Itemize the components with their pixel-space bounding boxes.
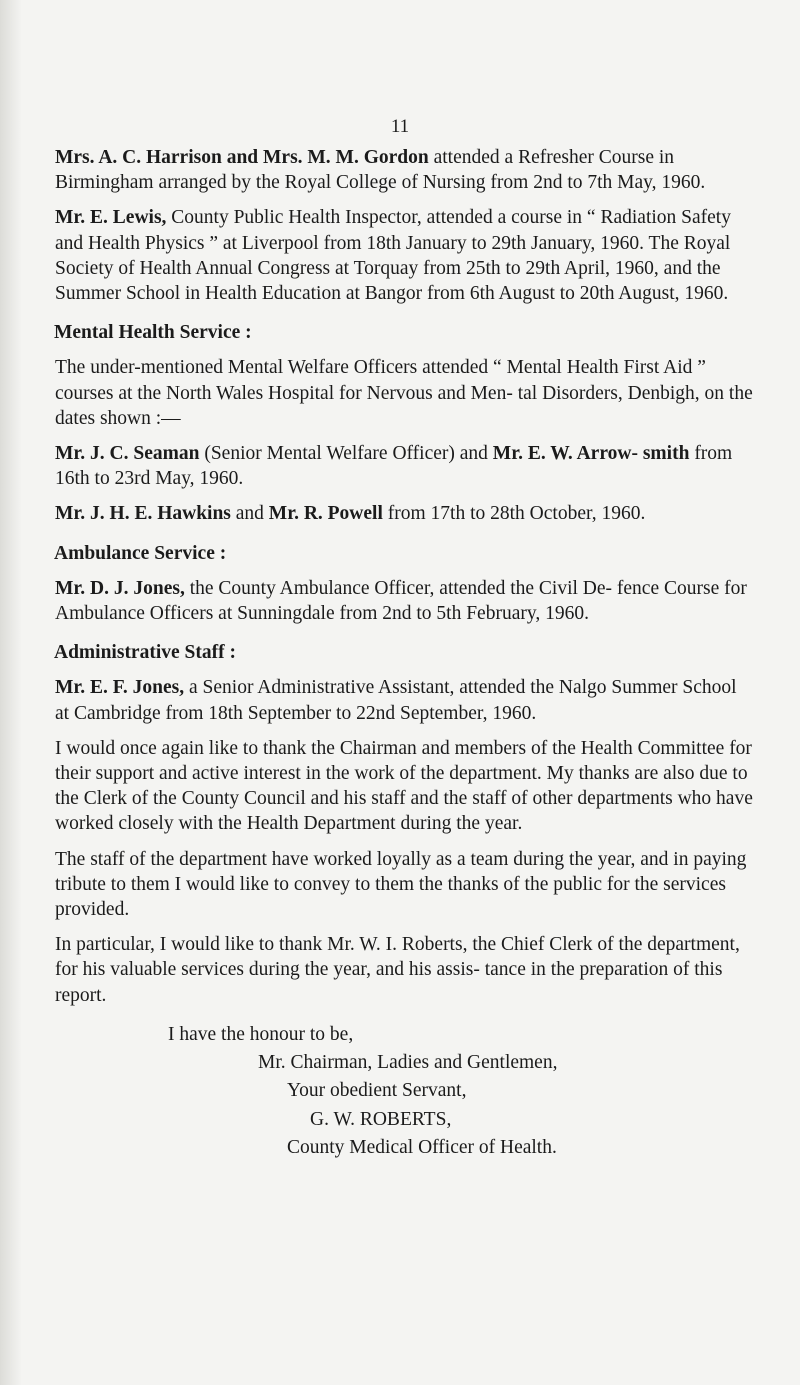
heading-mental-health-service: Mental Health Service : bbox=[54, 322, 252, 344]
signoff-servant: Your obedient Servant, bbox=[287, 1080, 467, 1102]
heading-administrative-staff: Administrative Staff : bbox=[54, 642, 236, 664]
paragraph-mental-welfare-officers: The under-mentioned Mental Welfare Officers attended “ Mental Health First Aid ” courses at the North Wales Hospital for Nervous and Men- tal Disorders, Denbigh, on the dates shown :— bbox=[55, 357, 753, 429]
paragraph-text: from 16th to 23rd May, 1960. bbox=[55, 443, 733, 490]
paragraph-text: and bbox=[230, 503, 269, 525]
attendee-name: Mr. R. Powell bbox=[268, 503, 383, 525]
page-edge-shadow bbox=[0, 0, 22, 1385]
paragraph-text: a Senior Administrative Assistant, attended the Nalgo Summer School at Cambridge from 18th September to 22nd September, 1960. bbox=[55, 677, 737, 724]
page-number: 11 bbox=[390, 116, 410, 137]
attendee-name: Mr. J. C. Seaman bbox=[55, 443, 200, 465]
attendee-name: Mr. E. F. Jones, bbox=[55, 677, 185, 699]
paragraph-text: the County Ambulance Officer, attended the Civil De- fence Course for Ambulance Officers at Sunningdale from 2nd to 5th February, 1960. bbox=[55, 577, 747, 625]
paragraph-text: (Senior Mental Welfare Officer) and bbox=[199, 443, 493, 465]
attendee-names: Mrs. A. C. Harrison and Mrs. M. M. Gordon bbox=[55, 147, 429, 168]
paragraph-seaman-arrowsmith bbox=[55, 441, 755, 491]
paragraph-admin-assistant bbox=[55, 675, 755, 725]
report-body bbox=[55, 145, 755, 1160]
paragraph-ambulance-officer bbox=[55, 576, 755, 626]
paragraph-radiation-course bbox=[55, 205, 755, 306]
paragraph-refresher-course bbox=[55, 145, 755, 195]
signoff-honour: I have the honour to be, bbox=[168, 1023, 354, 1045]
signoff-title: County Medical Officer of Health. bbox=[287, 1136, 557, 1158]
paragraph-thanks-committee: I would once again like to thank the Chairman and members of the Health Committee for their support and active interest in the work of the department. My thanks are also due to the Clerk of the County Council and his staff and the staff of other departments who have worked closely with the Health Department during the year. bbox=[55, 737, 753, 835]
signoff-name: G. W. ROBERTS, bbox=[310, 1108, 452, 1130]
paragraph-thanks-staff: The staff of the department have worked loyally as a team during the year, and in paying tribute to them I would like to convey to them the thanks of the public for the services provided. bbox=[55, 848, 747, 921]
attendee-name: Mr. D. J. Jones, bbox=[55, 577, 185, 599]
paragraph-hawkins-powell bbox=[55, 501, 755, 526]
attendee-name: Mr. E. W. Arrow- smith bbox=[492, 443, 690, 465]
paragraph-thanks-chief-clerk: In particular, I would like to thank Mr. W. I. Roberts, the Chief Clerk of the department, for his valuable services during the year, and his assis- tance in the preparation of this report. bbox=[55, 934, 740, 1006]
paragraph-text: attended a Refresher Course in Birmingham arranged by the Royal College of Nursing from 2nd to 7th May, 1960. bbox=[55, 147, 706, 194]
paragraph-text: County Public Health Inspector, attended a course in “ Radiation Safety and Health Physics ” at Liverpool from 18th January to 29th January, 1960. The Royal Society of Health Annual Congress at Torquay from 25th to 29th April, 1960, and the Summer School in Health Education at Bangor from 6th August to 20th August, 1960. bbox=[55, 207, 731, 305]
attendee-name: Mr. J. H. E. Hawkins bbox=[55, 503, 231, 525]
attendee-name: Mr. E. Lewis, bbox=[55, 207, 167, 229]
heading-ambulance-service: Ambulance Service : bbox=[54, 542, 227, 564]
paragraph-text: from 17th to 28th October, 1960. bbox=[382, 503, 646, 525]
signoff-salutation: Mr. Chairman, Ladies and Gentlemen, bbox=[258, 1052, 558, 1074]
